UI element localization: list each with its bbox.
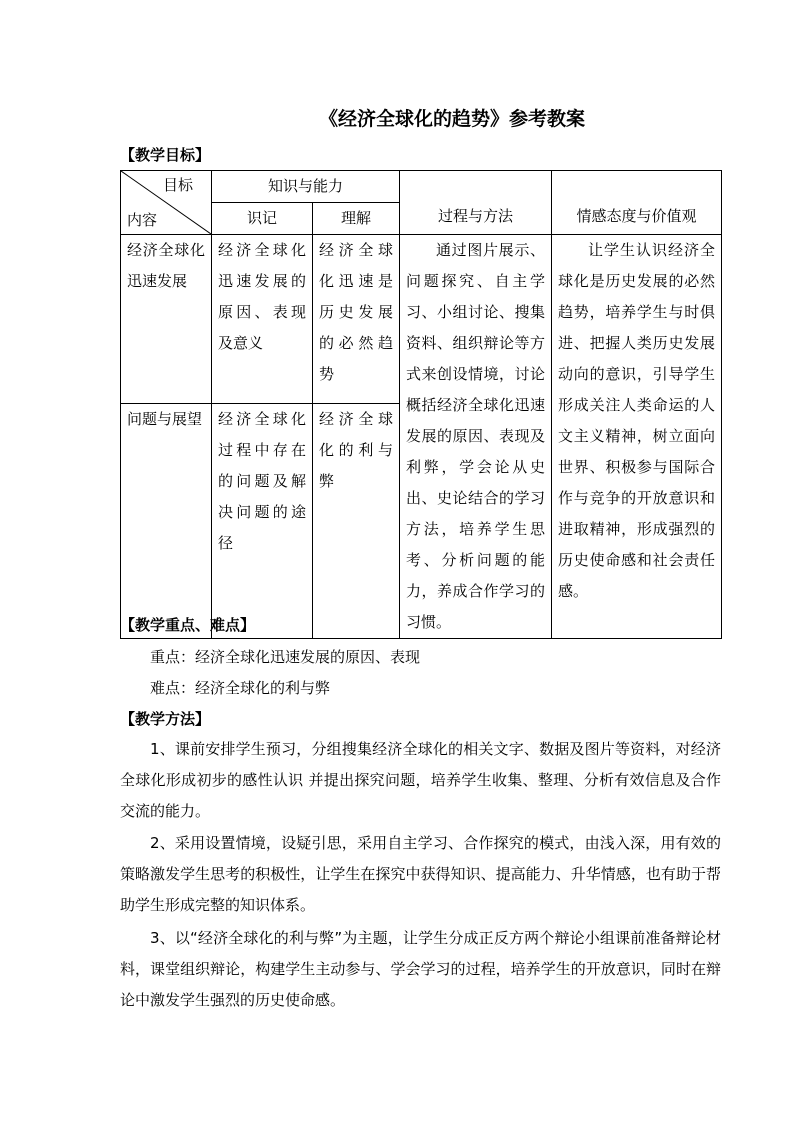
header-memorize: 识记 xyxy=(212,203,313,235)
row2-understand-cell: 经济全球化的利与弊 xyxy=(313,403,400,639)
method-paragraph-2: 2、采用设置情境，设疑引思，采用自主学习、合作探究的模式，由浅入深，用有效的策略激发学生思考的积极性，让学生在探究中获得知识、提高能力、升华情感，也有助于帮助学生形成完整的知识体系。 xyxy=(120,834,721,914)
difficult-point-text: 难点：经济全球化的利与弊 xyxy=(150,679,331,697)
method-paragraph-1: 1、课前安排学生预习，分组搜集经济全球化的相关文字、数据及图片等资料，对经济全球化形成初步的感性认识 并提出探究问题，培养学生收集、整理、分析有效信息及合作交流的能力。 xyxy=(120,740,721,820)
process-method-cell: 通过图片展示、问题探究、自主学习、小组讨论、搜集资料、组织辩论等方式来创设情境，讨论概括经济全球化迅速发展的原因、表现及利弊，学会论从史出、史论结合的学习方法，培养学生思考、分析问题的能力，养成合作学习的习惯。 xyxy=(400,235,552,639)
header-process-method: 过程与方法 xyxy=(400,171,552,235)
page-title: 《经济全球化的趋势》参考教案 xyxy=(318,108,585,130)
row1-understand-cell: 经济全球化迅速是历史发展的必然趋势 xyxy=(313,235,400,404)
section-heading-key-points: 【教学重点、难点】 xyxy=(120,616,256,634)
row1-memorize-cell: 经济全球化迅速发展的原因、表现及意义 xyxy=(212,235,313,404)
header-emotion-value: 情感态度与价值观 xyxy=(552,171,722,235)
row2-memorize-cell: 经济全球化过程中存在的问题及解决问题的途径 xyxy=(212,403,313,639)
emotion-value-cell: 让学生认识经济全球化是历史发展的必然趋势，培养学生与时俱进、把握人类历史发展动向的意识，引导学生形成关注人类命运的人文主义精神，树立面向世界、积极参与国际合作与竞争的开放意识和进取精神，形成强烈的历史使命感和社会责任感。 xyxy=(552,235,722,639)
section-heading-goals: 【教学目标】 xyxy=(120,146,211,164)
header-corner-cell xyxy=(121,171,212,235)
objectives-table xyxy=(120,170,722,639)
section-heading-methods: 【教学方法】 xyxy=(120,710,211,728)
corner-label-goal: 目标 xyxy=(162,176,193,194)
row1-content-cell: 经济全球化迅速发展 xyxy=(121,235,212,404)
key-point-text: 重点：经济全球化迅速发展的原因、表现 xyxy=(150,648,421,666)
row2-content-cell: 问题与展望 xyxy=(121,403,212,639)
header-understand: 理解 xyxy=(313,203,400,235)
method-paragraph-3: 3、以“经济全球化的利与弊”为主题，让学生分成正反方两个辩论小组课前准备辩论材料，课堂组织辩论，构建学生主动参与、学会学习的过程，培养学生的开放意识，同时在辩论中激发学生强烈的历史使命感。 xyxy=(120,929,721,1009)
header-knowledge-ability: 知识与能力 xyxy=(212,171,400,203)
corner-label-content: 内容 xyxy=(127,211,158,229)
